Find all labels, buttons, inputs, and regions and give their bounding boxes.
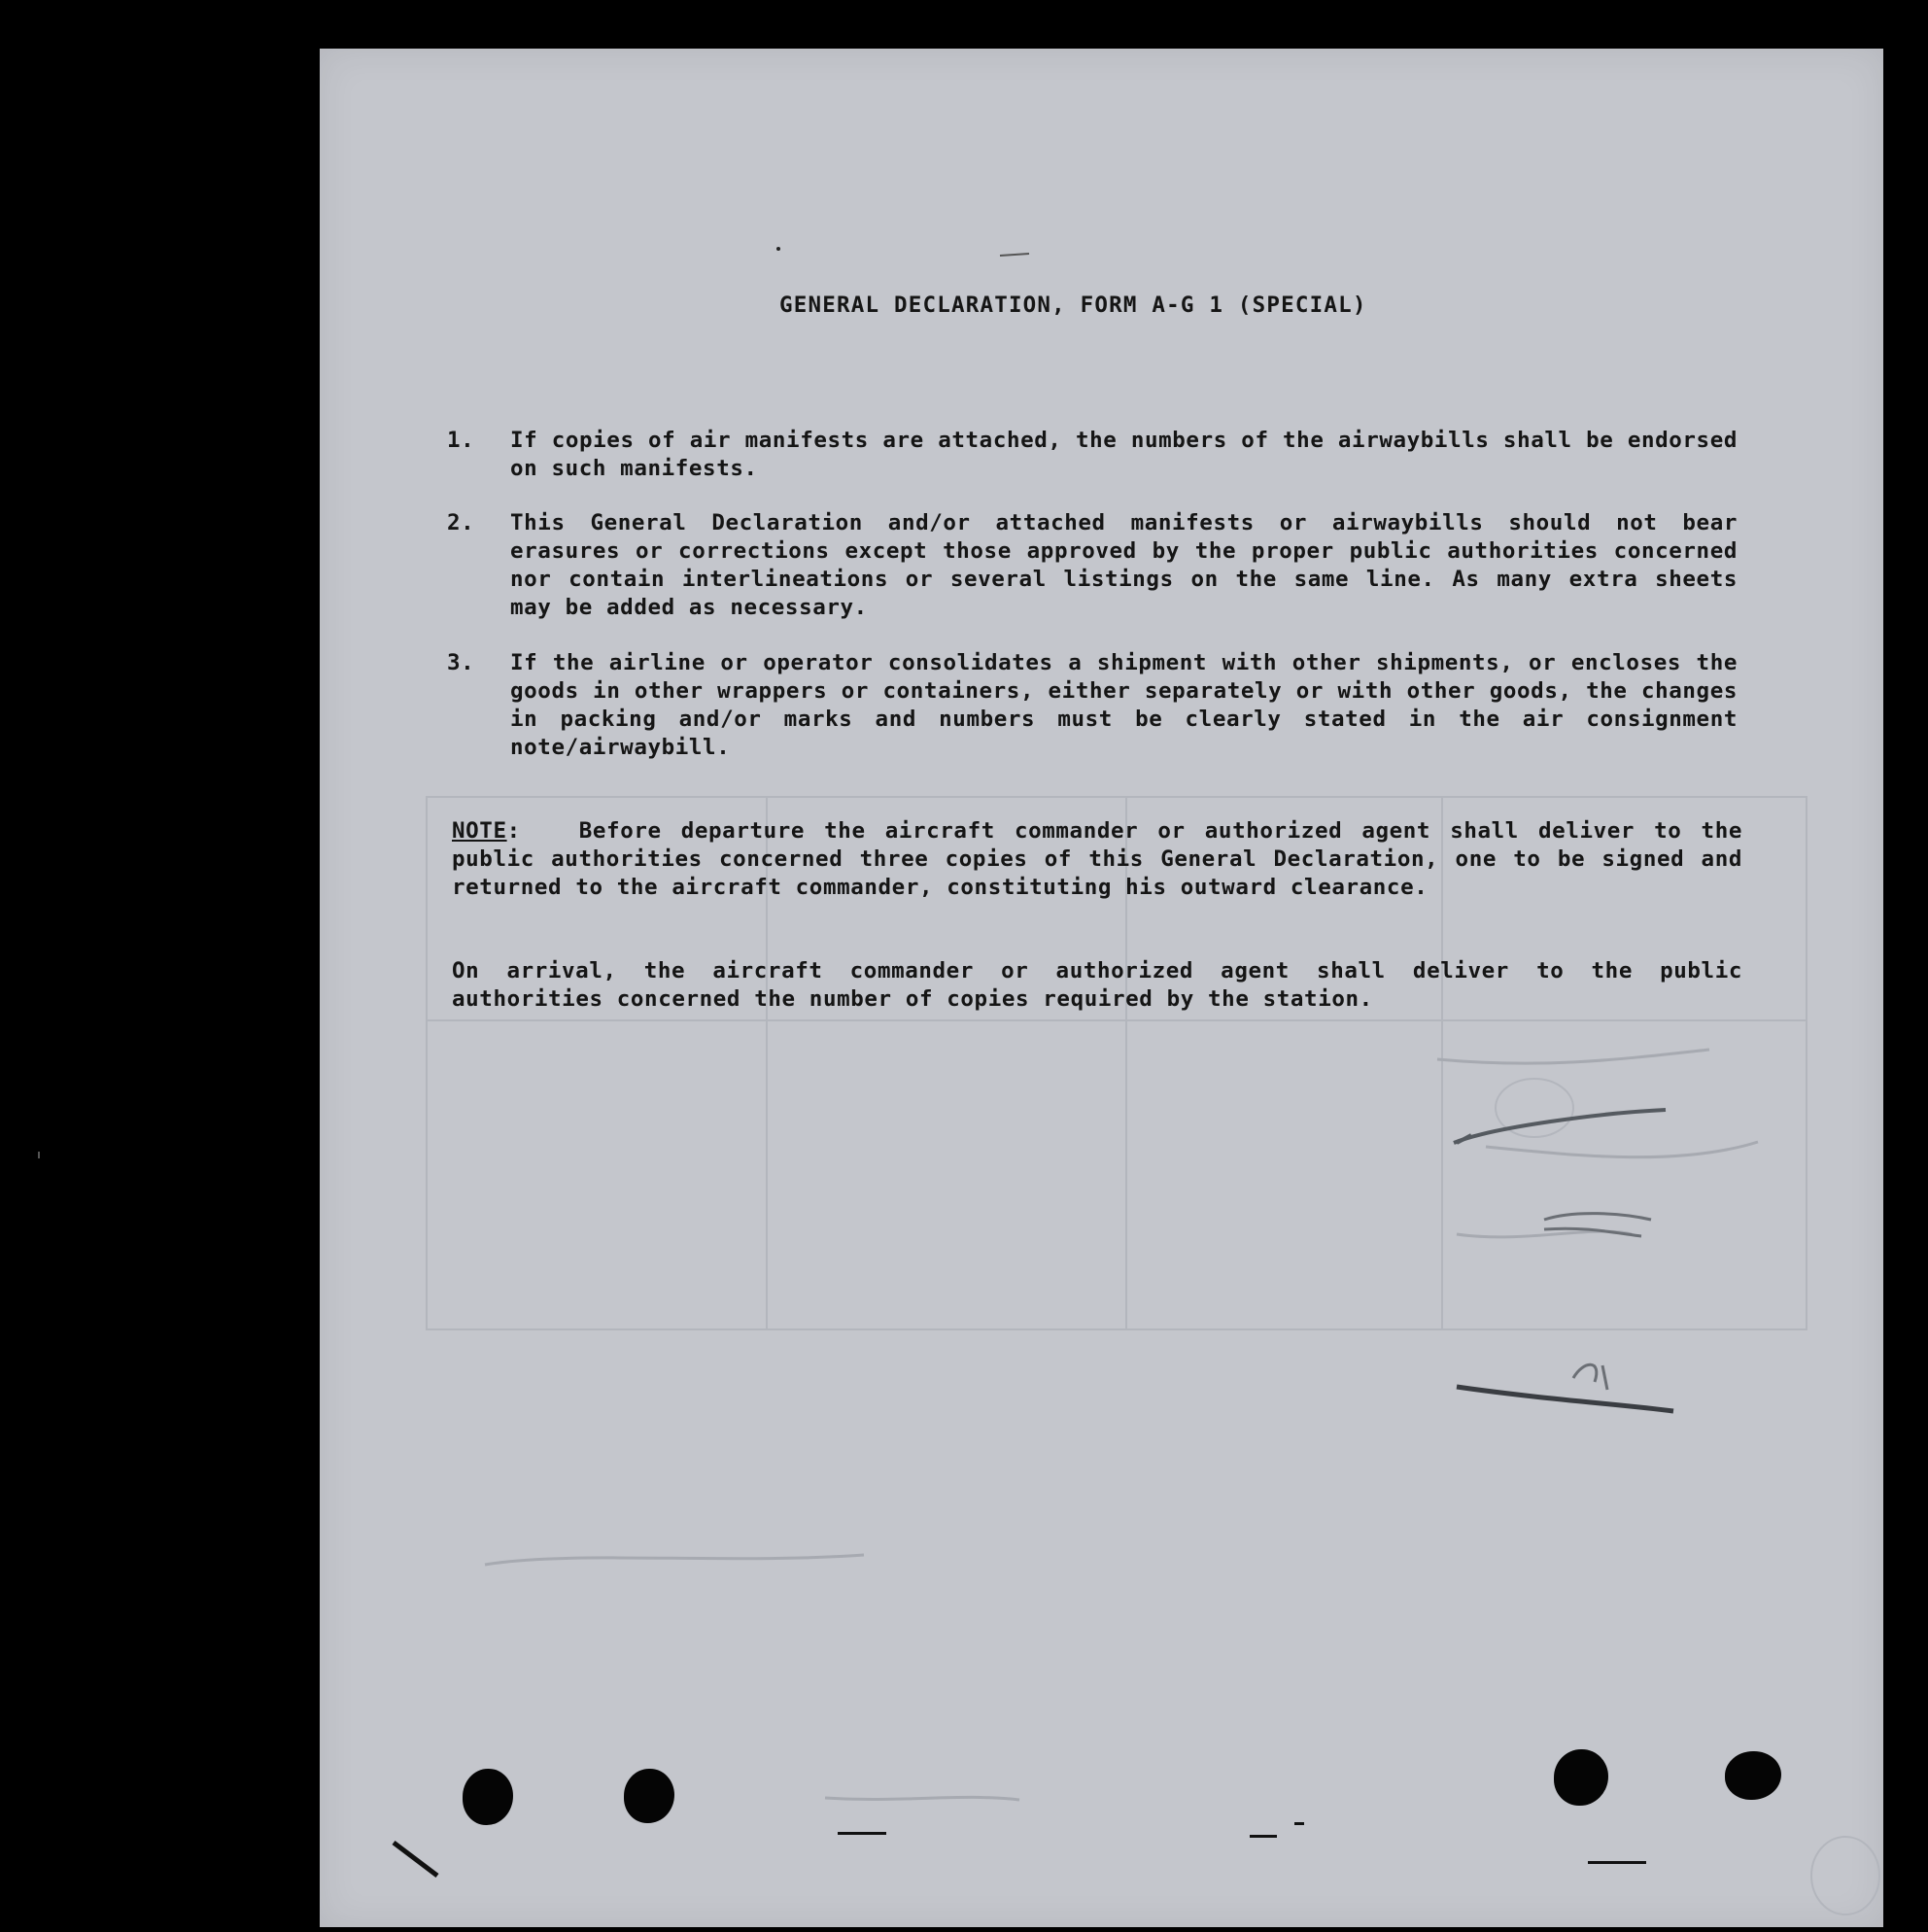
note-paragraph [452,817,1742,902]
list-item [447,649,1738,762]
document-title: GENERAL DECLARATION, FORM A-G 1 (SPECIAL) [779,293,1367,318]
speck [838,1832,886,1835]
note-text: Before departure the aircraft commander or authorized agent shall deliver to the public authorities concerned three copies of this General Declaration, one to be signed and returned to the aircraft commander, constituting his outward clearance. [452,818,1742,900]
item-text: If copies of air manifests are attached, the numbers of the airwaybills shall be endorsed on such manifests. [510,428,1738,481]
document-page [320,49,1883,1927]
note-label: NOTE [452,818,507,844]
list-item [447,509,1738,622]
list-item [447,427,1738,483]
punch-hole [463,1769,513,1825]
speck [1294,1822,1304,1825]
item-number: 3. [447,650,475,675]
punch-hole [1725,1751,1781,1800]
item-text: This General Declaration and/or attached manifests or airwaybills should not bear erasures or corrections except those approved by the proper public authorities concerned nor contain interlineations or several listings on the same line. As many extra sheets may be added as necessary. [510,510,1738,620]
arrival-paragraph: On arrival, the aircraft commander or authorized agent shall deliver to the public authorities concerned the number of copies required by the station. [452,958,1742,1012]
item-number: 1. [447,428,475,453]
speck [1250,1835,1277,1838]
punch-hole [624,1769,674,1823]
item-text: If the airline or operator consolidates a shipment with other shipments, or encloses the goods in other wrappers or containers, either separately or with other goods, the changes in packing and/or marks and numbers must be clearly stated in the air consignment note/airwaybill. [510,650,1738,760]
punch-hole [1554,1749,1608,1806]
speck [1588,1861,1646,1864]
note-colon: : [506,818,521,844]
item-number: 2. [447,510,475,535]
